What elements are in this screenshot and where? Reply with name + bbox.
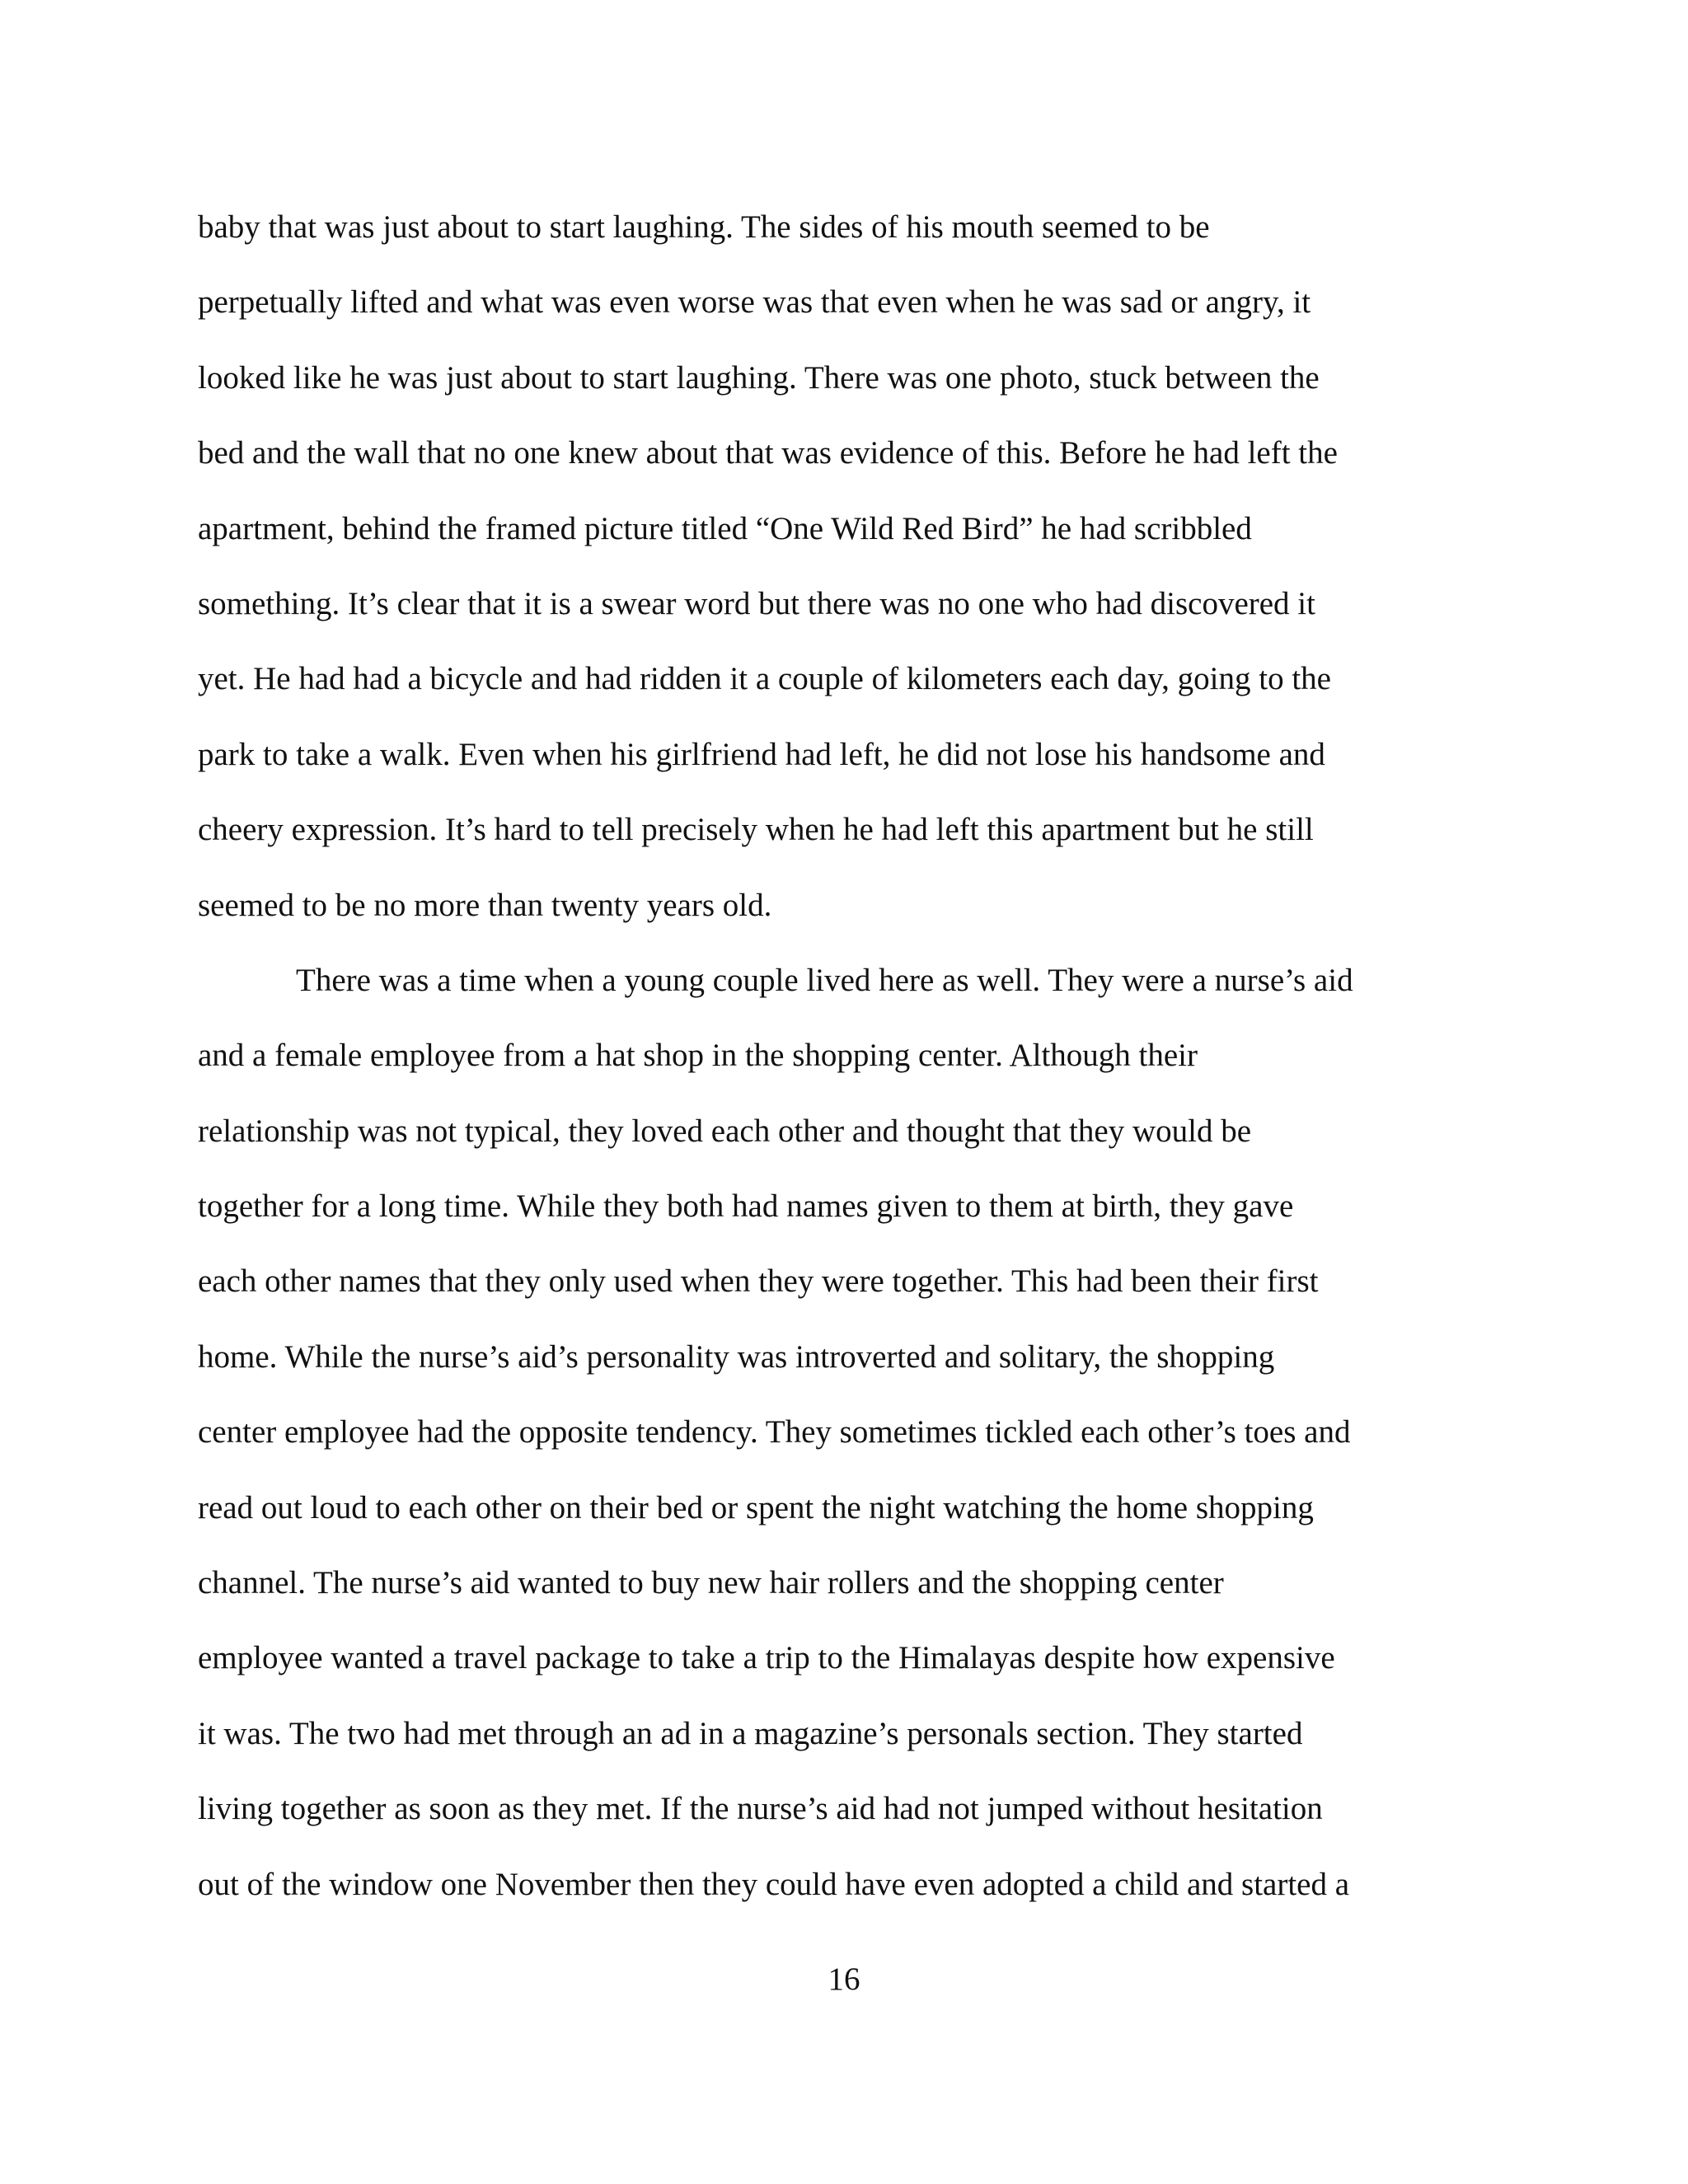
text-line: looked like he was just about to start laughing. There was one photo, stuck between the <box>198 359 1320 396</box>
text-line: relationship was not typical, they loved each other and thought that they would be <box>198 1113 1252 1149</box>
text-line: together for a long time. While they both had names given to them at birth, they gave <box>198 1188 1294 1225</box>
text-line: something. It’s clear that it is a swear word but there was no one who had discovered it <box>198 585 1315 621</box>
text-line: out of the window one November then they could have even adopted a child and started a <box>198 1866 1350 1902</box>
text-line: channel. The nurse’s aid wanted to buy new hair rollers and the shopping center <box>198 1565 1224 1601</box>
text-line-indented: There was a time when a young couple lived here as well. They were a nurse’s aid <box>296 962 1353 998</box>
text-line: home. While the nurse’s aid’s personality was introverted and solitary, the shopping <box>198 1338 1275 1375</box>
text-line: living together as soon as they met. If the nurse’s aid had not jumped without hesitation <box>198 1791 1323 1827</box>
text-line: cheery expression. It’s hard to tell precisely when he had left this apartment but he still <box>198 812 1314 848</box>
paragraph-2 <box>198 943 1401 1922</box>
text-line: perpetually lifted and what was even worse was that even when he was sad or angry, it <box>198 284 1311 321</box>
text-line: seemed to be no more than twenty years old. <box>198 887 772 923</box>
text-line: apartment, behind the framed picture titled “One Wild Red Bird” he had scribbled <box>198 510 1252 546</box>
body-text <box>198 190 1401 1922</box>
text-line: it was. The two had met through an ad in a magazine’s personals section. They started <box>198 1715 1303 1751</box>
text-line: and a female employee from a hat shop in the shopping center. Although their <box>198 1038 1198 1074</box>
text-line: bed and the wall that no one knew about that was evidence of this. Before he had left the <box>198 435 1338 471</box>
text-line: each other names that they only used when they were together. This had been their first <box>198 1263 1319 1300</box>
text-line: read out loud to each other on their bed or spent the night watching the home shopping <box>198 1489 1314 1526</box>
text-line: employee wanted a travel package to take a trip to the Himalayas despite how expensive <box>198 1640 1335 1676</box>
text-line: park to take a walk. Even when his girlfriend had left, he did not lose his handsome and <box>198 736 1325 772</box>
text-line: center employee had the opposite tendency. They sometimes tickled each other’s toes and <box>198 1414 1351 1451</box>
text-line: yet. He had had a bicycle and had ridden it a couple of kilometers each day, going to the <box>198 661 1331 697</box>
text-line: baby that was just about to start laughing. The sides of his mouth seemed to be <box>198 209 1210 245</box>
paragraph-1 <box>198 190 1401 943</box>
page-number: 16 <box>828 1961 860 1997</box>
